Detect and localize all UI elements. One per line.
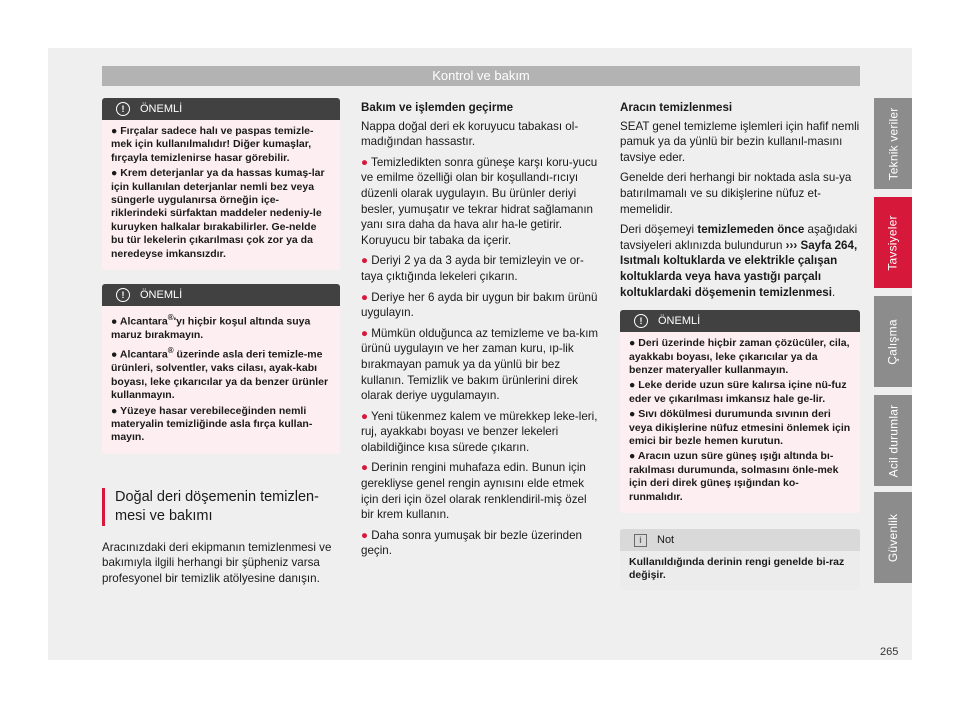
- care-item: ● Derinin rengini muhafaza edin. Bunun için gerekliyse genel rengin aynısını elde etmek için deri için özel olarak renklendiril-miş özel bir krem kullanın.: [361, 461, 587, 522]
- subheading: Bakım ve işlemden geçirme: [361, 101, 514, 114]
- right-text: [620, 100, 860, 300]
- tab-guvenlik[interactable]: Güvenlik: [874, 492, 912, 583]
- warning-item: ● Leke deride uzun süre kalırsa içine nü-fuz eder ve çıkarılması imkansız hale ge-lir.: [629, 379, 847, 405]
- paragraph: Genelde deri herhangi bir noktada asla su-ya batırılmamalı ve su dikişlerine nüfuz et-memelidir.: [620, 171, 852, 216]
- warning-item: ● Krem deterjanlar ya da hassas kumaş-lar için kullanılan deterjanlar nemli bez veya süngerle uygulanırsa örneğin içe-riklerindeki sürfaktan maddeler nedeniy-le kuruyken halkalar bırakabilirler. Ge-nelde bu tür lekelerin çıkarılması çok zor ya da neredeyse imkansızdır.: [111, 167, 325, 260]
- warning-item: ● Yüzeye hasar verebileceğinden nemli materyalin temizliğinde asla fırça kullan-mayın.: [111, 404, 313, 444]
- warning-box-header: [620, 310, 860, 332]
- warning-box-brushes: [102, 98, 340, 270]
- care-item: ● Deriyi 2 ya da 3 ayda bir temizleyin ve or-taya çıktığında lekeleri çıkarın.: [361, 254, 584, 283]
- care-item: ● Daha sonra yumuşak bir bezle üzerinden geçin.: [361, 528, 582, 558]
- left-column: [102, 98, 340, 587]
- warning-item: ● Alcantara® üzerinde asla deri temizle-me ürünleri, solventler, vaks cilası, ayak-kabı boyası, leke çıkarıcılar ya da benzer ürünler kullanmayın.: [111, 346, 329, 402]
- intro-text: Nappa doğal deri ek koruyucu tabakası ol-madığından hassastır.: [361, 119, 579, 149]
- warning-icon: !: [116, 102, 130, 116]
- warning-box-header: [102, 98, 340, 120]
- warning-item: ● Deri üzerinde hiçbir zaman çözücüler, cila, ayakkabı boyası, leke çıkarıcılar ya da benzer materyaller kullanmayın.: [629, 337, 850, 376]
- warning-item: ● Sıvı dökülmesi durumunda sıvının deri veya dikişlerine nüfuz etmesini önlemek için emici bir bezle hemen kurutun.: [629, 408, 851, 447]
- warning-item: ● Fırçalar sadece halı ve paspas temizle-mek için kullanılmalıdır! Diğer kumaşlar, fırçayla temizlenirse hasar görebilir.: [111, 125, 314, 164]
- care-item: ● Mümkün olduğunca az temizleme ve ba-kım ürünü uygulayın ve her zaman kuru, ıp-lik bırakmayan pamuk ya da yünlü bir bez kullanın. Temizlik ve bakım ürünlerini direk olarak deriye uygulamayın.: [361, 326, 599, 403]
- warning-icon: !: [116, 288, 130, 302]
- subheading: Aracın temizlenmesi: [620, 101, 733, 114]
- warning-box-body: [620, 332, 860, 513]
- paragraph: SEAT genel temizleme işlemleri için hafif nemli pamuk ya da yünlü bir bezin kullanıl-masını tavsiye eder.: [620, 119, 860, 164]
- tab-calisma[interactable]: Çalışma: [874, 296, 912, 387]
- page-header: Kontrol ve bakım: [102, 66, 860, 86]
- tab-acil-durumlar[interactable]: Acil durumlar: [874, 395, 912, 486]
- warning-box-title: ÖNEMLİ: [140, 289, 183, 302]
- note-box-header: [620, 529, 860, 551]
- page-number: 265: [880, 646, 899, 658]
- warning-box-body: [102, 120, 340, 270]
- warning-box-body: [102, 306, 340, 454]
- care-item: ● Deriye her 6 ayda bir uygun bir bakım ürünü uygulayın.: [361, 290, 598, 320]
- warning-box-leather: [620, 310, 860, 513]
- section-text: Aracınızdaki deri ekipmanın temizlenmesi ve bakımıyla ilgili herhangi bir şüpheniz varsa profesyonel bir temizlik atölyesine danışın.: [102, 540, 332, 585]
- warning-box-header: [102, 284, 340, 306]
- tab-teknik-veriler[interactable]: Teknik veriler: [874, 98, 912, 189]
- info-icon: i: [634, 534, 647, 547]
- warning-icon: !: [634, 314, 648, 328]
- note-box-body: Kullanıldığında derinin rengi genelde bi-raz değişir.: [629, 556, 845, 582]
- warning-item: ● Aracın uzun süre güneş ışığı altında bı-rakılması durumunda, solmasını önle-mek için deri direk güneş ışığından ko-runmalıdır.: [629, 450, 839, 503]
- section-title: Doğal deri döşemenin temizlen-mesi ve bakımı: [102, 488, 340, 526]
- paragraph: Deri döşemeyi temizlemeden önce aşağıdaki tavsiyeleri aklınızda bulundurun ››› Sayfa 264, Isıtmalı koltuklarda ve elektrikle çalışan koltuklarda veya hava yastığı parçalı koltuklardaki döşemenin temizlenmesi.: [620, 223, 858, 299]
- care-item: ● Yeni tükenmez kalem ve mürekkep leke-leri, ruj, ayakkabı boyası ve benzer lekeleri olabildiğince kısa sürede çıkarın.: [361, 409, 598, 454]
- middle-column: [361, 100, 601, 564]
- page-reference-link[interactable]: ››› Sayfa 264, Isıtmalı koltuklarda ve elektrikle çalışan koltuklarda veya hava yastığı parçalı koltuklardaki döşemenin temizlenmesi: [620, 238, 858, 299]
- note-box-title: Not: [657, 534, 675, 546]
- note-box: [620, 529, 860, 590]
- warning-box-title: ÖNEMLİ: [658, 315, 701, 328]
- right-column: [620, 100, 860, 590]
- warning-item: ● Alcantara®'yı hiçbir koşul altında suya maruz bırakmayın.: [111, 313, 311, 341]
- warning-box-title: ÖNEMLİ: [140, 103, 183, 115]
- warning-box-alcantara: [102, 284, 340, 454]
- care-item: ● Temizledikten sonra güneşe karşı koru-yucu ve emilme özelliği olan bir koşullandı-rıcıyı düzenli olarak uygulayın. Bu ürünler deriyi besler, yumuşatır ve tekrar hidrat sağlamanın yanı sıra daha da hava alır ha-le getirir. Koruyucu bir tabaka da içerir.: [361, 155, 598, 247]
- tab-tavsiyeler[interactable]: Tavsiyeler: [874, 197, 912, 288]
